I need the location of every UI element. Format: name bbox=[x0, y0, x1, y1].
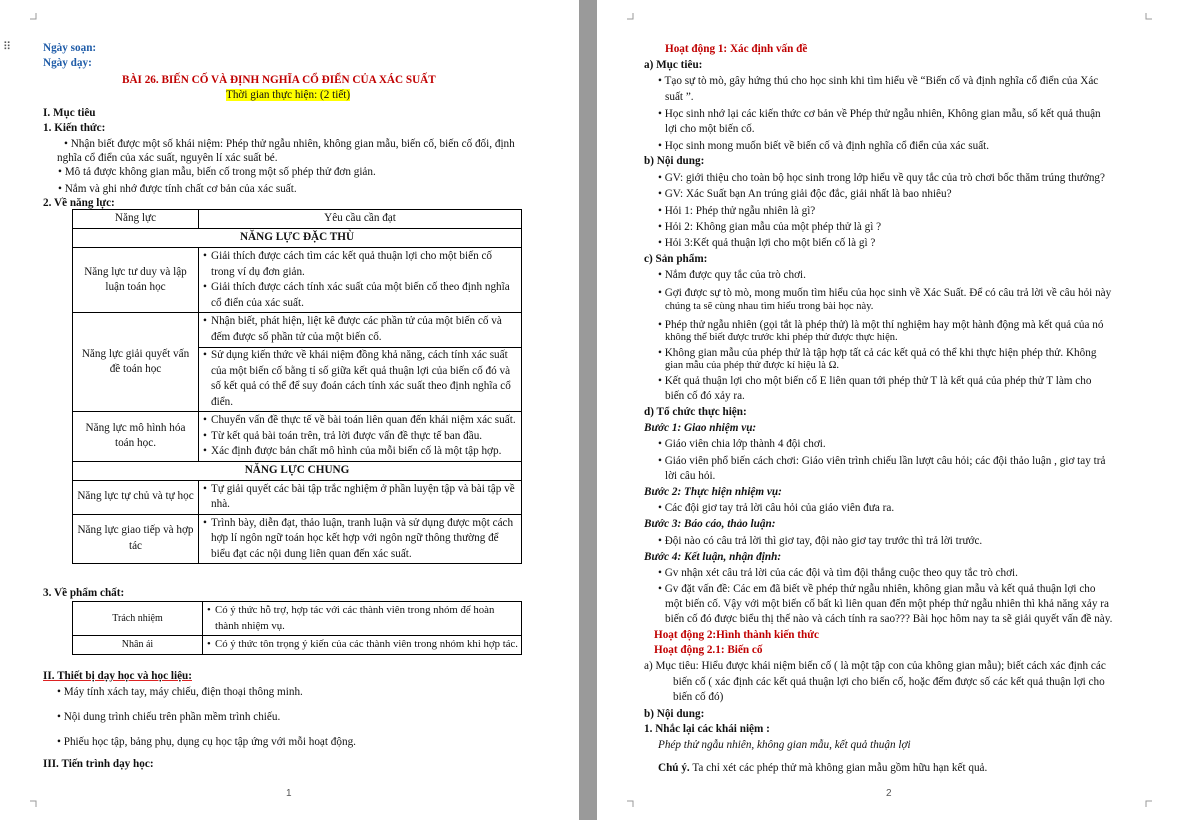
row-label-nhan-ai: Nhân ái bbox=[73, 636, 203, 655]
heading-kien-thuc: 1. Kiến thức: bbox=[43, 122, 106, 134]
chu-y-note: Chú ý. Ta chỉ xét các phép thử mà không gian mẫu gồm hữu hạn kết quả. bbox=[658, 762, 988, 774]
row-label-mo-hinh-hoa: Năng lực mô hình hóa toán học. bbox=[73, 412, 199, 462]
row-label-giai-quyet: Năng lực giải quyết vấn đề toán học bbox=[73, 313, 199, 412]
noi-dung-item-4: • Hỏi 2: Không gian mẫu của một phép thử là gì ? bbox=[658, 221, 882, 233]
ngay-soan: Ngày soạn: bbox=[43, 42, 97, 54]
kien-thuc-item-2: • Mô tả được không gian mẫu, biến cố trong một số phép thử đơn giản. bbox=[58, 166, 376, 178]
requirement-item: • Giải thích được cách tìm các kết quả thuận lợi cho một biến cố trong ví dụ đơn giản. bbox=[202, 249, 518, 280]
san-pham-item-5: • Kết quả thuận lợi cho một biến cố E liên quan tới phép thử T là kết quả của phép thử T làm cho bbox=[658, 375, 1092, 387]
heading-nhac-lai: 1. Nhắc lại các khái niệm : bbox=[644, 723, 770, 735]
requirement-item: • Nhận biết, phát hiện, liệt kê được các phần tử của một biến cố và đếm được số phần tử của một biến cố. bbox=[202, 314, 518, 345]
muc-tieu-item-1: • Tạo sự tò mò, gây hứng thú cho học sinh khi tìm hiểu về “Biến cố và định nghĩa cổ điển của Xác bbox=[658, 75, 1099, 87]
to-chuc-item-6-cont: một biến cố. Vậy với một biến cố bất kì liên quan đến một phép thử ngẫu nhiên thì khả năng xảy ra bbox=[665, 598, 1109, 610]
noi-dung-item-1: • GV: giới thiệu cho toàn bộ học sinh trong lớp hiểu về quy tắc của trò chơi bốc thăm trúng thưởng? bbox=[658, 172, 1105, 184]
san-pham-item-4: • Không gian mẫu của phép thử là tập hợp tất cả các kết quả có thể khi thực hiện phép thử. Không bbox=[658, 347, 1097, 359]
kien-thuc-item-1: • Nhận biết được một số khái niệm: Phép thử ngẫu nhiên, không gian mẫu, biến cố, biến cố đối, định bbox=[64, 138, 515, 150]
page-corner-mark bbox=[1145, 13, 1152, 20]
row-content-mo-hinh-hoa bbox=[199, 412, 522, 462]
kien-thuc-item-3: • Nắm và ghi nhớ được tính chất cơ bản của xác suất. bbox=[58, 183, 297, 195]
thiet-bi-item-2: • Nội dung trình chiếu trên phần mềm trình chiếu. bbox=[57, 711, 281, 723]
noi-dung-item-2: • GV: Xác Suất bạn An trúng giải độc đắc, giải nhất là bao nhiêu? bbox=[658, 188, 952, 200]
requirement-item: • Tự giải quyết các bài tập trắc nghiệm ở phần luyện tập và bài tập về nhà. bbox=[202, 482, 518, 513]
document-page-1 bbox=[0, 0, 579, 820]
page-corner-mark bbox=[627, 800, 634, 807]
heading-tien-trinh: III. Tiến trình dạy học: bbox=[43, 758, 154, 770]
hd21-muc-tieu: a) Mục tiêu: Hiểu được khái niệm biến cố ( là một tập con của không gian mẫu); biết cách xác định các bbox=[644, 660, 1106, 672]
to-chuc-item-6: • Gv đặt vấn đề: Các em đã biết về phép thử ngẫu nhiên, không gian mẫu và kết quả thuận lợi cho bbox=[658, 583, 1096, 595]
to-chuc-item-2: • Giáo viên phổ biến cách chơi: Giáo viên trình chiếu lần lượt câu hỏi; các đội thảo luận , giơ tay trả bbox=[658, 455, 1106, 467]
row-label-trach-nhiem: Trách nhiệm bbox=[73, 602, 203, 636]
section-nang-luc-chung: NĂNG LỰC CHUNG bbox=[73, 461, 522, 480]
heading-muc-tieu: I. Mục tiêu bbox=[43, 107, 96, 119]
row-content-tu-chu bbox=[199, 480, 522, 514]
noi-dung-item-3: • Hỏi 1: Phép thử ngẫu nhiên là gì? bbox=[658, 205, 816, 217]
quality-item: • Có ý thức tôn trọng ý kiến của các thành viên trong nhóm khi hợp tác. bbox=[206, 637, 518, 653]
nhac-lai-text: Phép thử ngẫu nhiên, không gian mẫu, kết quả thuận lợi bbox=[658, 739, 911, 751]
quality-item: • Có ý thức hỗ trợ, hợp tác với các thành viên trong nhóm để hoàn thành nhiệm vụ. bbox=[206, 603, 518, 634]
page-corner-mark bbox=[627, 13, 634, 20]
hd21-muc-tieu-cont2: biến cố đó) bbox=[673, 691, 724, 703]
quality-table bbox=[72, 601, 522, 655]
muc-tieu-item-1-cont: suất ”. bbox=[665, 91, 694, 103]
san-pham-item-2: • Gợi được sự tò mò, mong muốn tìm hiểu của học sinh về Xác Suất. Để có câu trả lời về câu hỏi này bbox=[658, 287, 1112, 299]
row-content-giao-tiep bbox=[199, 514, 522, 564]
muc-tieu-item-2-cont: lợi cho một biến cố. bbox=[665, 123, 755, 135]
heading-b-noi-dung-2: b) Nội dung: bbox=[644, 708, 705, 720]
muc-tieu-item-2: • Học sinh nhớ lại các kiến thức cơ bản về Phép thử ngẫu nhiên, Không gian mẫu, số kết quả thuận bbox=[658, 108, 1101, 120]
to-chuc-item-5: • Gv nhận xét câu trả lời của các đội và tìm đội thắng cuộc theo quy tắc trò chơi. bbox=[658, 567, 1018, 579]
buoc-1: Bước 1: Giao nhiệm vụ: bbox=[644, 422, 757, 434]
lesson-title: BÀI 26. BIẾN CỐ VÀ ĐỊNH NGHĨA CỔ ĐIỂN CỦA XÁC SUẤT bbox=[122, 74, 436, 86]
thiet-bi-item-1: • Máy tính xách tay, máy chiếu, điện thoại thông minh. bbox=[57, 686, 303, 698]
to-chuc-item-3: • Các đội giơ tay trả lời câu hỏi của giáo viên đưa ra. bbox=[658, 502, 895, 514]
requirement-item: • Xác định được bản chất mô hình của mỗi biến cố là một tập hợp. bbox=[202, 444, 518, 460]
to-chuc-item-2-cont: lời câu hỏi. bbox=[665, 470, 716, 482]
lesson-time: Thời gian thực hiện: (2 tiết) bbox=[226, 89, 351, 101]
buoc-2: Bước 2: Thực hiện nhiệm vụ: bbox=[644, 486, 782, 498]
thiet-bi-item-3: • Phiếu học tập, bảng phụ, dụng cụ học tập ứng với mỗi hoạt động. bbox=[57, 736, 356, 748]
san-pham-item-3-cont: không thể biết được trước khi phép thử được thực hiện. bbox=[665, 332, 898, 343]
heading-b-noi-dung: b) Nội dung: bbox=[644, 155, 705, 167]
buoc-3: Bước 3: Báo cáo, thảo luận: bbox=[644, 518, 776, 530]
hoat-dong-2-title: Hoạt động 2:Hình thành kiến thức bbox=[654, 629, 819, 641]
san-pham-item-2-cont: chúng ta sẽ cùng nhau tìm hiểu trong bài học này. bbox=[665, 301, 874, 312]
heading-pham-chat: 3. Về phẩm chất: bbox=[43, 587, 125, 599]
table-header-yeu-cau: Yêu cầu cần đạt bbox=[199, 210, 522, 229]
section-nang-luc-dac-thu: NĂNG LỰC ĐẶC THÙ bbox=[73, 229, 522, 248]
kien-thuc-item-1-cont: nghĩa cổ điển của xác suất, nguyên lí xác suất bé. bbox=[57, 152, 278, 164]
heading-thiet-bi: II. Thiết bị dạy học và học liệu: bbox=[43, 670, 192, 682]
competency-table bbox=[72, 209, 522, 564]
table-move-handle-icon[interactable]: ⠿ bbox=[3, 40, 11, 53]
row-content-trach-nhiem bbox=[203, 602, 522, 636]
to-chuc-item-1: • Giáo viên chia lớp thành 4 đội chơi. bbox=[658, 438, 826, 450]
muc-tieu-item-3: • Học sinh mong muốn biết về biến cố và định nghĩa cổ điển của xác suất. bbox=[658, 140, 990, 152]
page-number: 1 bbox=[286, 788, 292, 799]
page-number: 2 bbox=[886, 788, 892, 799]
ngay-day: Ngày dạy: bbox=[43, 57, 92, 69]
row-content-nhan-ai bbox=[203, 636, 522, 655]
row-label-giao-tiep: Năng lực giao tiếp và hợp tác bbox=[73, 514, 199, 564]
to-chuc-item-4: • Đội nào có câu trả lời thì giơ tay, đội nào giơ tay trước thì trả lời trước. bbox=[658, 535, 983, 547]
heading-d-to-chuc: d) Tổ chức thực hiện: bbox=[644, 406, 747, 418]
noi-dung-item-5: • Hỏi 3:Kết quả thuận lợi cho một biến cố là gì ? bbox=[658, 237, 876, 249]
requirement-item: • Từ kết quả bài toán trên, trả lời được vấn đề thực tế ban đầu. bbox=[202, 429, 518, 445]
table-header-nang-luc: Năng lực bbox=[73, 210, 199, 229]
page-corner-mark bbox=[1145, 800, 1152, 807]
hd21-muc-tieu-cont: biến cố ( xác định các kết quả thuận lợi cho biến cố, hoặc đếm được số các kết quả thuận lợi cho bbox=[673, 676, 1105, 688]
buoc-4: Bước 4: Kết luận, nhận định: bbox=[644, 551, 782, 563]
requirement-item: • Giải thích được cách tính xác suất của một biến cố theo định nghĩa cổ điển của xác suất. bbox=[202, 280, 518, 311]
hoat-dong-1-title: Hoạt động 1: Xác định vấn đề bbox=[665, 43, 808, 55]
heading-a-muc-tieu: a) Mục tiêu: bbox=[644, 59, 703, 71]
row-content-giai-quyet bbox=[199, 313, 522, 412]
heading-c-san-pham: c) Sản phẩm: bbox=[644, 253, 708, 265]
to-chuc-item-6-cont2: biến cố đó được biểu thị thế nào và cách tính ra sao??? Bài học hôm nay ta sẽ giải quyết vấn đề này. bbox=[665, 613, 1113, 625]
requirement-item: • Trình bày, diễn đạt, thảo luận, tranh luận và sử dụng được một cách hợp lí ngôn ngữ toán học kết hợp với ngôn ngữ thông thường để biểu đạt các nội dung liên quan đến xác suất. bbox=[202, 516, 518, 563]
san-pham-item-4-cont: gian mẫu của phép thử được kí hiệu là Ω. bbox=[665, 360, 840, 371]
san-pham-item-3: • Phép thử ngẫu nhiên (gọi tắt là phép thử) là một thí nghiệm hay một hành động mà kết quả của nó bbox=[658, 319, 1104, 331]
document-page-2 bbox=[597, 0, 1184, 820]
hoat-dong-2-1-title: Hoạt động 2.1: Biến cố bbox=[654, 644, 763, 656]
requirement-item: • Sử dụng kiến thức về khái niệm đồng khả năng, cách tính xác suất của một biến cố bằng tỉ số giữa kết quả thuận lợi của biến cố đó và số kết quả có thể để suy đoán cách tính xác suất theo định nghĩa cổ điển. bbox=[199, 347, 521, 410]
requirement-item: • Chuyển vấn đề thực tế về bài toán liên quan đến khái niệm xác suất. bbox=[202, 413, 518, 429]
san-pham-item-5-cont: biến cố đó xảy ra. bbox=[665, 390, 745, 402]
san-pham-item-1: • Nắm được quy tắc của trò chơi. bbox=[658, 269, 806, 281]
row-content-tu-duy bbox=[199, 248, 522, 313]
heading-nang-luc: 2. Về năng lực: bbox=[43, 197, 115, 209]
row-label-tu-chu: Năng lực tự chủ và tự học bbox=[73, 480, 199, 514]
page-corner-mark bbox=[30, 800, 37, 807]
page-corner-mark bbox=[30, 13, 37, 20]
row-label-tu-duy: Năng lực tư duy và lập luận toán học bbox=[73, 248, 199, 313]
